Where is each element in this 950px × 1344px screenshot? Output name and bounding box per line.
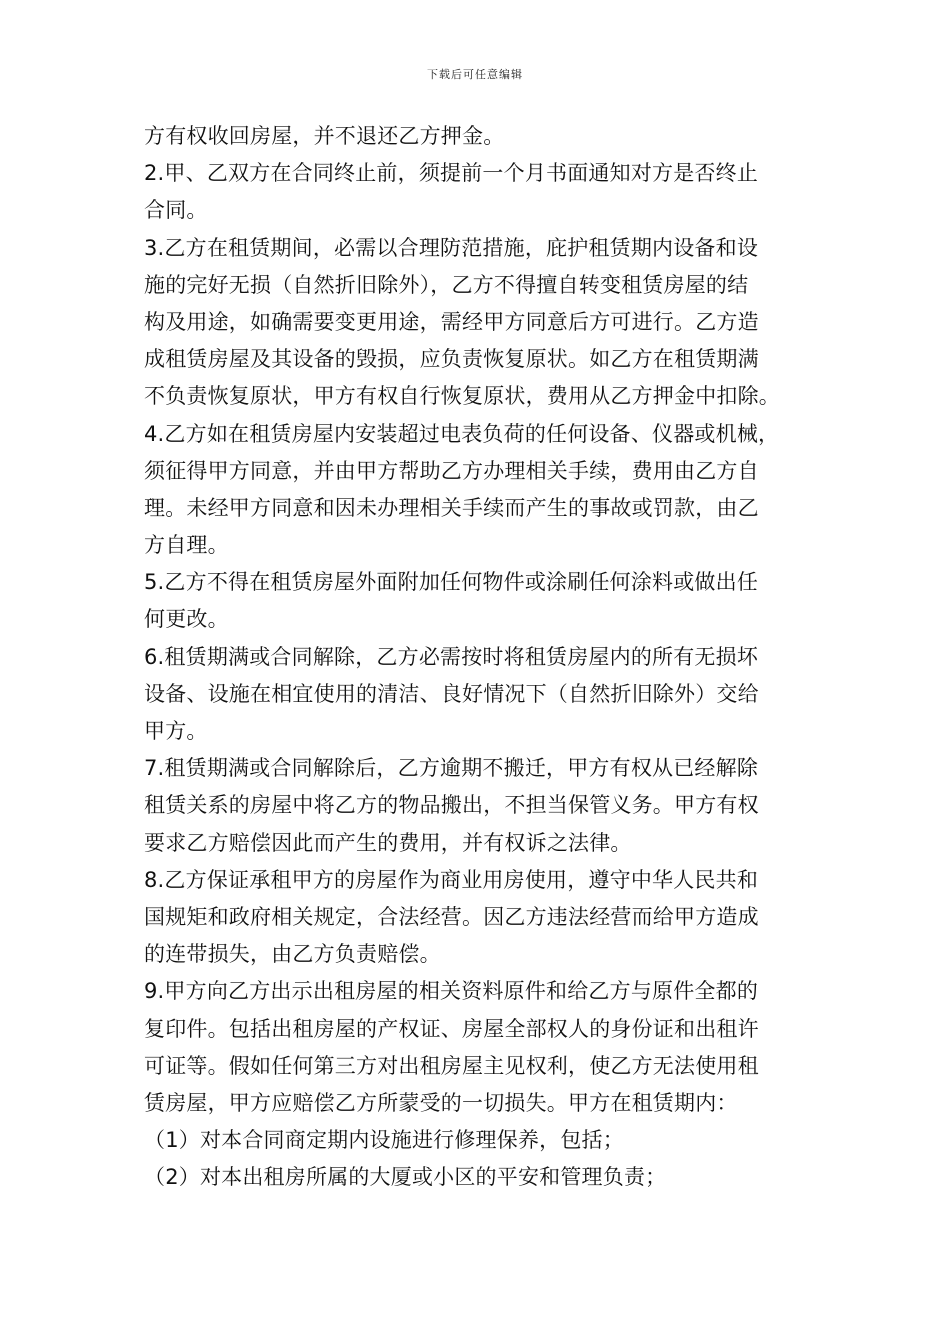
text-line: （2）对本出租房所属的大厦或小区的平安和管理负责； (144, 1165, 667, 1190)
text-line: 可证等。假如任何第三方对出租房屋主见权利，使乙方无法使用租 (144, 1053, 759, 1078)
text-line: 租赁关系的房屋中将乙方的物品搬出，不担当保管义务。甲方有权 (144, 793, 759, 818)
text-line: 赁房屋，甲方应赔偿乙方所蒙受的一切损失。甲方在租赁期内： (144, 1090, 738, 1115)
text-line: 须征得甲方同意，并由甲方帮助乙方办理相关手续，费用由乙方自 (144, 458, 759, 483)
text-line: 甲方。 (144, 719, 208, 743)
text-line: 6.租赁期满或合同解除，乙方必需按时将租赁房屋内的所有无损坏 (144, 644, 759, 669)
text-line: 4.乙方如在租赁房屋内安装超过电表负荷的任何设备、仪器或机械， (144, 421, 780, 446)
text-line: 5.乙方不得在租赁房屋外面附加任何物件或涂刷任何涂料或做出任 (144, 570, 759, 595)
text-line: 3.乙方在租赁期间，必需以合理防范措施，庇护租赁期内设备和设 (144, 235, 759, 260)
text-line: 何更改。 (144, 607, 229, 632)
text-line: 2.甲、乙双方在合同终止前，须提前一个月书面通知对方是否终止 (144, 161, 759, 186)
page-header: 下载后可任意编辑 (427, 68, 523, 81)
text-line: 不负责恢复原状，甲方有权自行恢复原状，费用从乙方押金中扣除。 (144, 384, 780, 409)
text-line: 合同。 (144, 198, 208, 223)
text-line: 复印件。包括出租房屋的产权证、房屋全部权人的身份证和出租许 (144, 1016, 759, 1041)
text-line: 7.租赁期满或合同解除后，乙方逾期不搬迁，甲方有权从已经解除 (144, 756, 759, 781)
text-line: （1）对本合同商定期内设施进行修理保养，包括； (144, 1128, 624, 1153)
text-line: 方自理。 (144, 533, 229, 558)
text-line: 方有权收回房屋，并不退还乙方押金。 (144, 124, 505, 148)
text-line: 成租赁房屋及其设备的毁损，应负责恢复原状。如乙方在租赁期满 (144, 347, 759, 372)
text-line: 理。未经甲方同意和因未办理相关手续而产生的事故或罚款，由乙 (144, 495, 759, 520)
text-line: 要求乙方赔偿因此而产生的费用，并有权诉之法律。 (144, 830, 632, 855)
text-line: 施的完好无损（自然折旧除外），乙方不得擅自转变租赁房屋的结 (144, 272, 749, 297)
text-line: 设备、设施在相宜使用的清洁、良好情况下（自然折旧除外）交给 (144, 681, 759, 706)
text-line: 9.甲方向乙方出示出租房屋的相关资料原件和给乙方与原件全都的 (144, 979, 759, 1004)
text-line: 国规矩和政府相关规定，合法经营。因乙方违法经营而给甲方造成 (144, 904, 759, 929)
text-line: 构及用途，如确需要变更用途，需经甲方同意后方可进行。乙方造 (144, 309, 759, 334)
text-line: 8.乙方保证承租甲方的房屋作为商业用房使用，遵守中华人民共和 (144, 867, 759, 892)
document-body (144, 118, 814, 1196)
text-line: 的连带损失，由乙方负责赔偿。 (144, 942, 441, 967)
